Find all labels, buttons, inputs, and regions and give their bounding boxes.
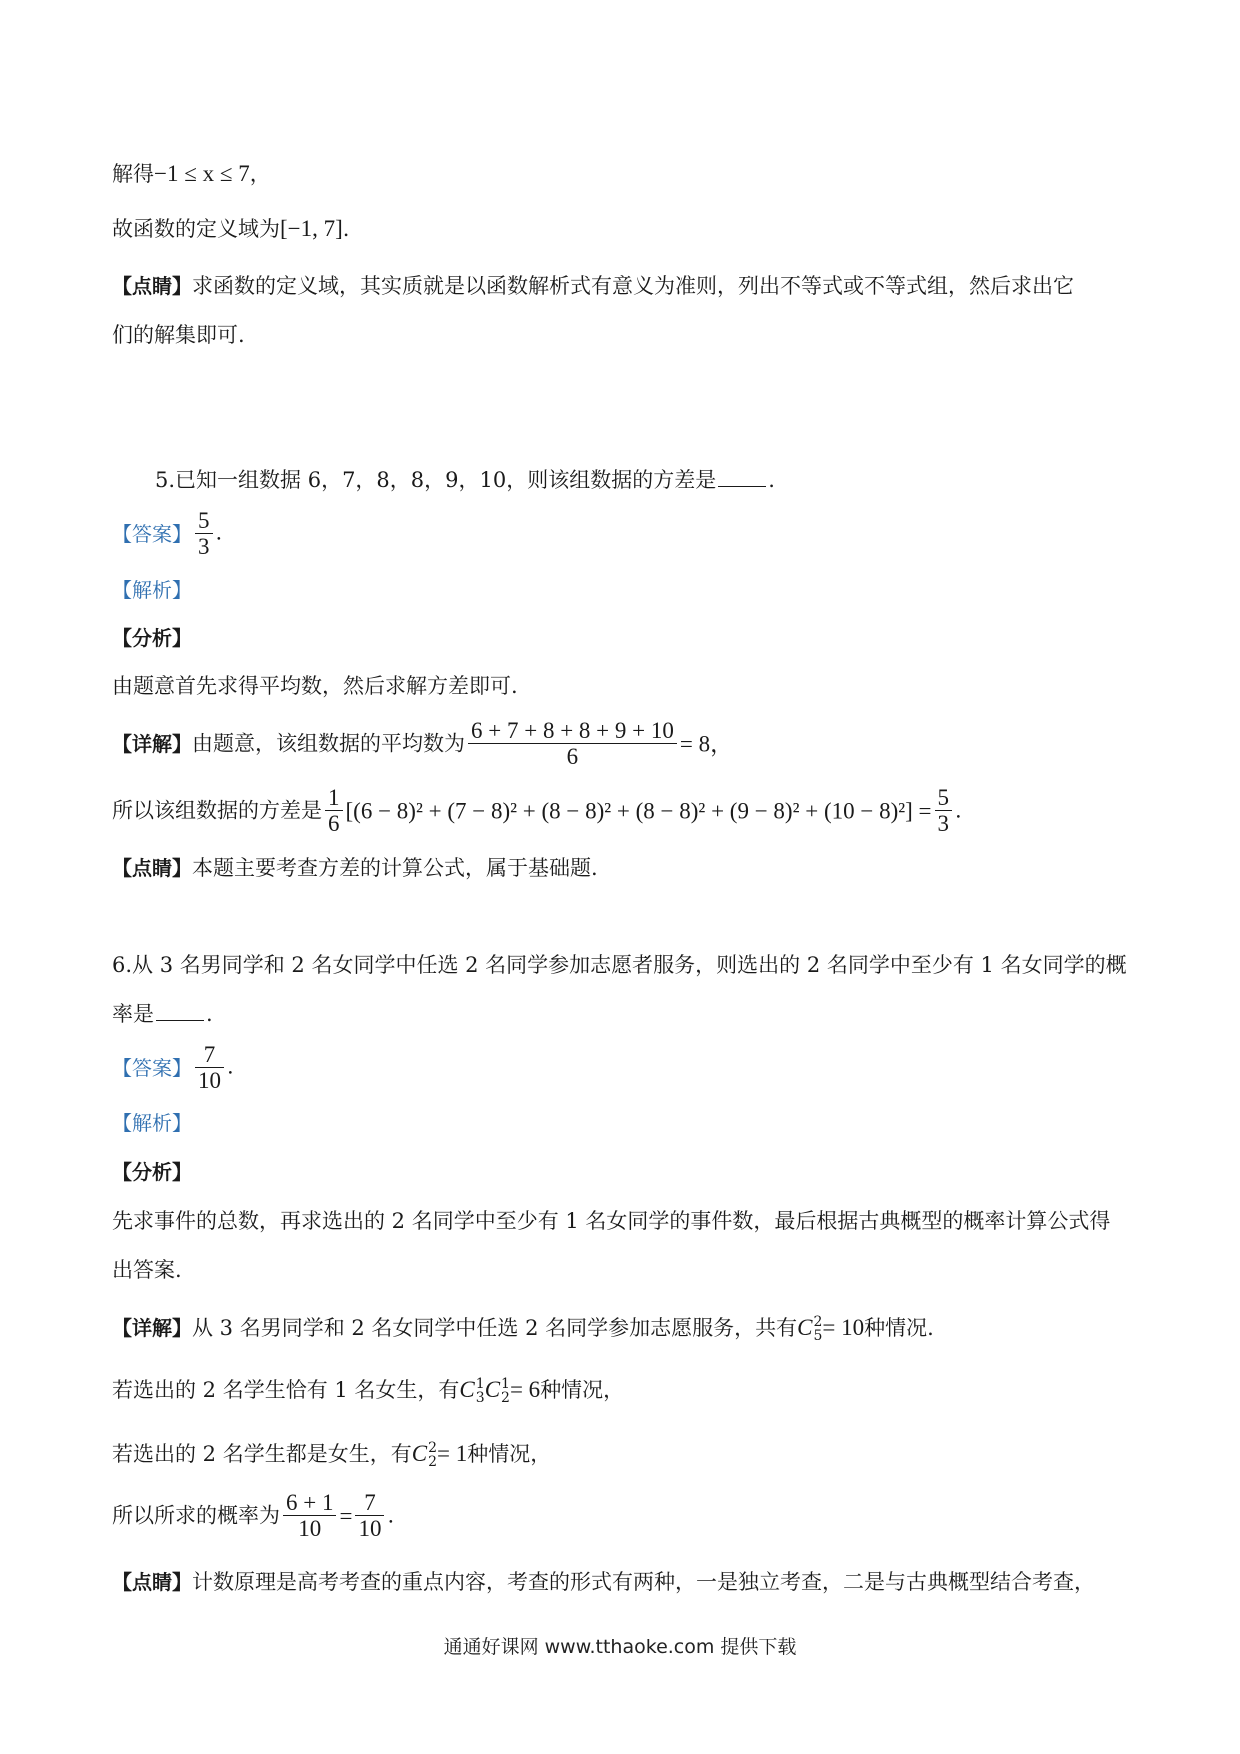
probability-fraction bbox=[283, 1490, 336, 1542]
text: 6.从 3 名男同学和 2 名女同学中任选 2 名同学参加志愿者服务，则选出的 2 名同学中至少有 1 名女同学的概 bbox=[112, 953, 1127, 977]
text: = 1 bbox=[436, 1441, 468, 1466]
variance-expression: [(6 − 8)² + (7 − 8)² + (8 − 8)² + (8 − 8)² + (9 − 8)² + (10 − 8)²] = bbox=[345, 798, 932, 824]
denominator: 6 bbox=[325, 810, 343, 836]
text: 们的解集即可. bbox=[112, 323, 245, 347]
numerator: 1 bbox=[328, 785, 340, 810]
superscript: 1 bbox=[475, 1376, 485, 1393]
jiexi-tag: 【解析】 bbox=[112, 1111, 192, 1135]
answer-fraction bbox=[195, 1042, 224, 1094]
text: = 6 bbox=[509, 1377, 541, 1402]
answer-blank bbox=[156, 1004, 204, 1021]
detail-tag: 【详解】 bbox=[112, 731, 192, 756]
q6-question-2 bbox=[112, 1004, 213, 1025]
inequality: −1 ≤ x ≤ 7 bbox=[154, 161, 250, 186]
q6-fenxi bbox=[112, 1162, 192, 1183]
text: 若选出的 2 名学生恰有 1 名女生，有 bbox=[112, 1378, 460, 1402]
numerator: 6 + 1 bbox=[286, 1490, 334, 1515]
text: 出答案. bbox=[112, 1258, 182, 1282]
subscript: 3 bbox=[475, 1389, 485, 1406]
mean-fraction bbox=[468, 718, 677, 770]
text: 先求事件的总数，再求选出的 2 名同学中至少有 1 名女同学的事件数，最后根据古典概型的概率计算公式得 bbox=[112, 1209, 1111, 1233]
combination-indices bbox=[428, 1442, 437, 1469]
one-sixth-fraction bbox=[325, 785, 343, 837]
text: 计数原理是高考考查的重点内容，考查的形式有两种，一是独立考查，二是与古典概型结合考查， bbox=[192, 1570, 1095, 1594]
q6-case1 bbox=[112, 1378, 624, 1405]
text: 种情况. bbox=[864, 1316, 934, 1340]
dianjing-tag: 【点睛】 bbox=[112, 1570, 192, 1594]
q6-fenxi-text bbox=[112, 1211, 1110, 1232]
q5-fenxi-text bbox=[112, 676, 518, 697]
numerator: 7 bbox=[364, 1490, 376, 1515]
detail-tag: 【详解】 bbox=[112, 1316, 192, 1340]
q5-dianjing bbox=[112, 858, 598, 879]
combination-indices bbox=[501, 1378, 510, 1405]
denominator: 3 bbox=[935, 810, 953, 836]
answer-fraction bbox=[195, 508, 213, 560]
q5-answer bbox=[112, 508, 222, 560]
text: . bbox=[955, 798, 962, 823]
q6-dianjing bbox=[112, 1572, 1095, 1593]
subscript: 5 bbox=[813, 1327, 823, 1344]
q5-variance bbox=[112, 785, 962, 837]
text: . bbox=[387, 1503, 395, 1528]
numerator: 7 bbox=[203, 1042, 216, 1067]
dianjing-tag: 【点睛】 bbox=[112, 856, 192, 880]
answer-blank bbox=[718, 470, 766, 487]
q5-fenxi bbox=[112, 628, 192, 649]
text: . bbox=[206, 1002, 213, 1026]
q6-case2 bbox=[112, 1442, 551, 1469]
text: . bbox=[768, 468, 775, 492]
page-footer: 通通好课网 www.tthaoke.com 提供下载 bbox=[443, 1636, 797, 1658]
text: . bbox=[227, 1054, 234, 1079]
answer-tag: 【答案】 bbox=[112, 1055, 192, 1080]
q6-answer bbox=[112, 1042, 234, 1094]
answer-tag: 【答案】 bbox=[112, 521, 192, 546]
combination-symbol: C bbox=[459, 1377, 475, 1402]
denominator: 3 bbox=[195, 533, 213, 559]
dianjing-line-2 bbox=[112, 325, 245, 346]
q6-detail bbox=[112, 1316, 934, 1343]
denominator: 10 bbox=[355, 1515, 384, 1541]
jiexi-tag: 【解析】 bbox=[112, 578, 192, 602]
q5-jiexi bbox=[112, 580, 192, 601]
combination-symbol: C bbox=[797, 1315, 813, 1340]
text: 种情况， bbox=[540, 1378, 625, 1402]
superscript: 2 bbox=[813, 1314, 823, 1331]
superscript: 1 bbox=[501, 1376, 510, 1393]
text: 从 3 名男同学和 2 名女同学中任选 2 名同学参加志愿服务，共有 bbox=[192, 1316, 798, 1340]
text: . bbox=[215, 520, 223, 545]
numerator: 5 bbox=[937, 785, 950, 810]
superscript: 2 bbox=[428, 1440, 437, 1457]
text: 由题意，该组数据的平均数为 bbox=[192, 731, 465, 756]
subscript: 2 bbox=[501, 1389, 510, 1406]
variance-result bbox=[935, 785, 953, 837]
q6-question bbox=[112, 955, 1127, 976]
q6-jiexi bbox=[112, 1113, 192, 1134]
text: 种情况， bbox=[467, 1442, 552, 1466]
fenxi-tag: 【分析】 bbox=[112, 626, 192, 650]
q6-fenxi-text-2 bbox=[112, 1260, 182, 1281]
combination-symbol: C bbox=[484, 1377, 501, 1402]
dianjing-tag: 【点睛】 bbox=[112, 274, 192, 298]
dianjing-line bbox=[112, 276, 1074, 297]
fenxi-tag: 【分析】 bbox=[112, 1160, 192, 1184]
solution-line bbox=[112, 162, 271, 185]
text: 故函数的定义域为 bbox=[112, 217, 280, 241]
q5-detail bbox=[112, 718, 733, 770]
text: 率是 bbox=[112, 1002, 154, 1026]
q5-question bbox=[155, 470, 775, 491]
text: = 10 bbox=[822, 1315, 865, 1340]
combination-indices bbox=[476, 1378, 485, 1405]
interval: [−1, 7] bbox=[280, 216, 343, 241]
probability-result bbox=[355, 1490, 384, 1542]
domain-line bbox=[112, 217, 349, 240]
denominator: 6 bbox=[468, 743, 677, 769]
text: 由题意首先求得平均数，然后求解方差即可. bbox=[112, 674, 518, 698]
numerator: 5 bbox=[198, 508, 210, 533]
text: = bbox=[339, 1503, 353, 1529]
denominator: 10 bbox=[283, 1515, 336, 1541]
text: = 8， bbox=[679, 731, 734, 757]
text: ， bbox=[249, 162, 271, 186]
numerator: 6 + 7 + 8 + 8 + 9 + 10 bbox=[471, 718, 674, 743]
text: 若选出的 2 名学生都是女生，有 bbox=[112, 1442, 412, 1466]
text: 解得 bbox=[112, 162, 154, 186]
text: 所以所求的概率为 bbox=[112, 1503, 280, 1528]
q6-probability bbox=[112, 1490, 394, 1542]
text: . bbox=[342, 217, 350, 241]
text: 所以该组数据的方差是 bbox=[112, 798, 322, 823]
text: 5.已知一组数据 6，7，8，8，9，10，则该组数据的方差是 bbox=[155, 468, 717, 492]
text: 求函数的定义域，其实质就是以函数解析式有意义为准则，列出不等式或不等式组，然后求出它 bbox=[192, 274, 1074, 298]
denominator: 10 bbox=[195, 1067, 224, 1093]
combination-symbol: C bbox=[411, 1441, 428, 1466]
text: 本题主要考查方差的计算公式，属于基础题. bbox=[192, 856, 598, 880]
subscript: 2 bbox=[428, 1453, 437, 1470]
